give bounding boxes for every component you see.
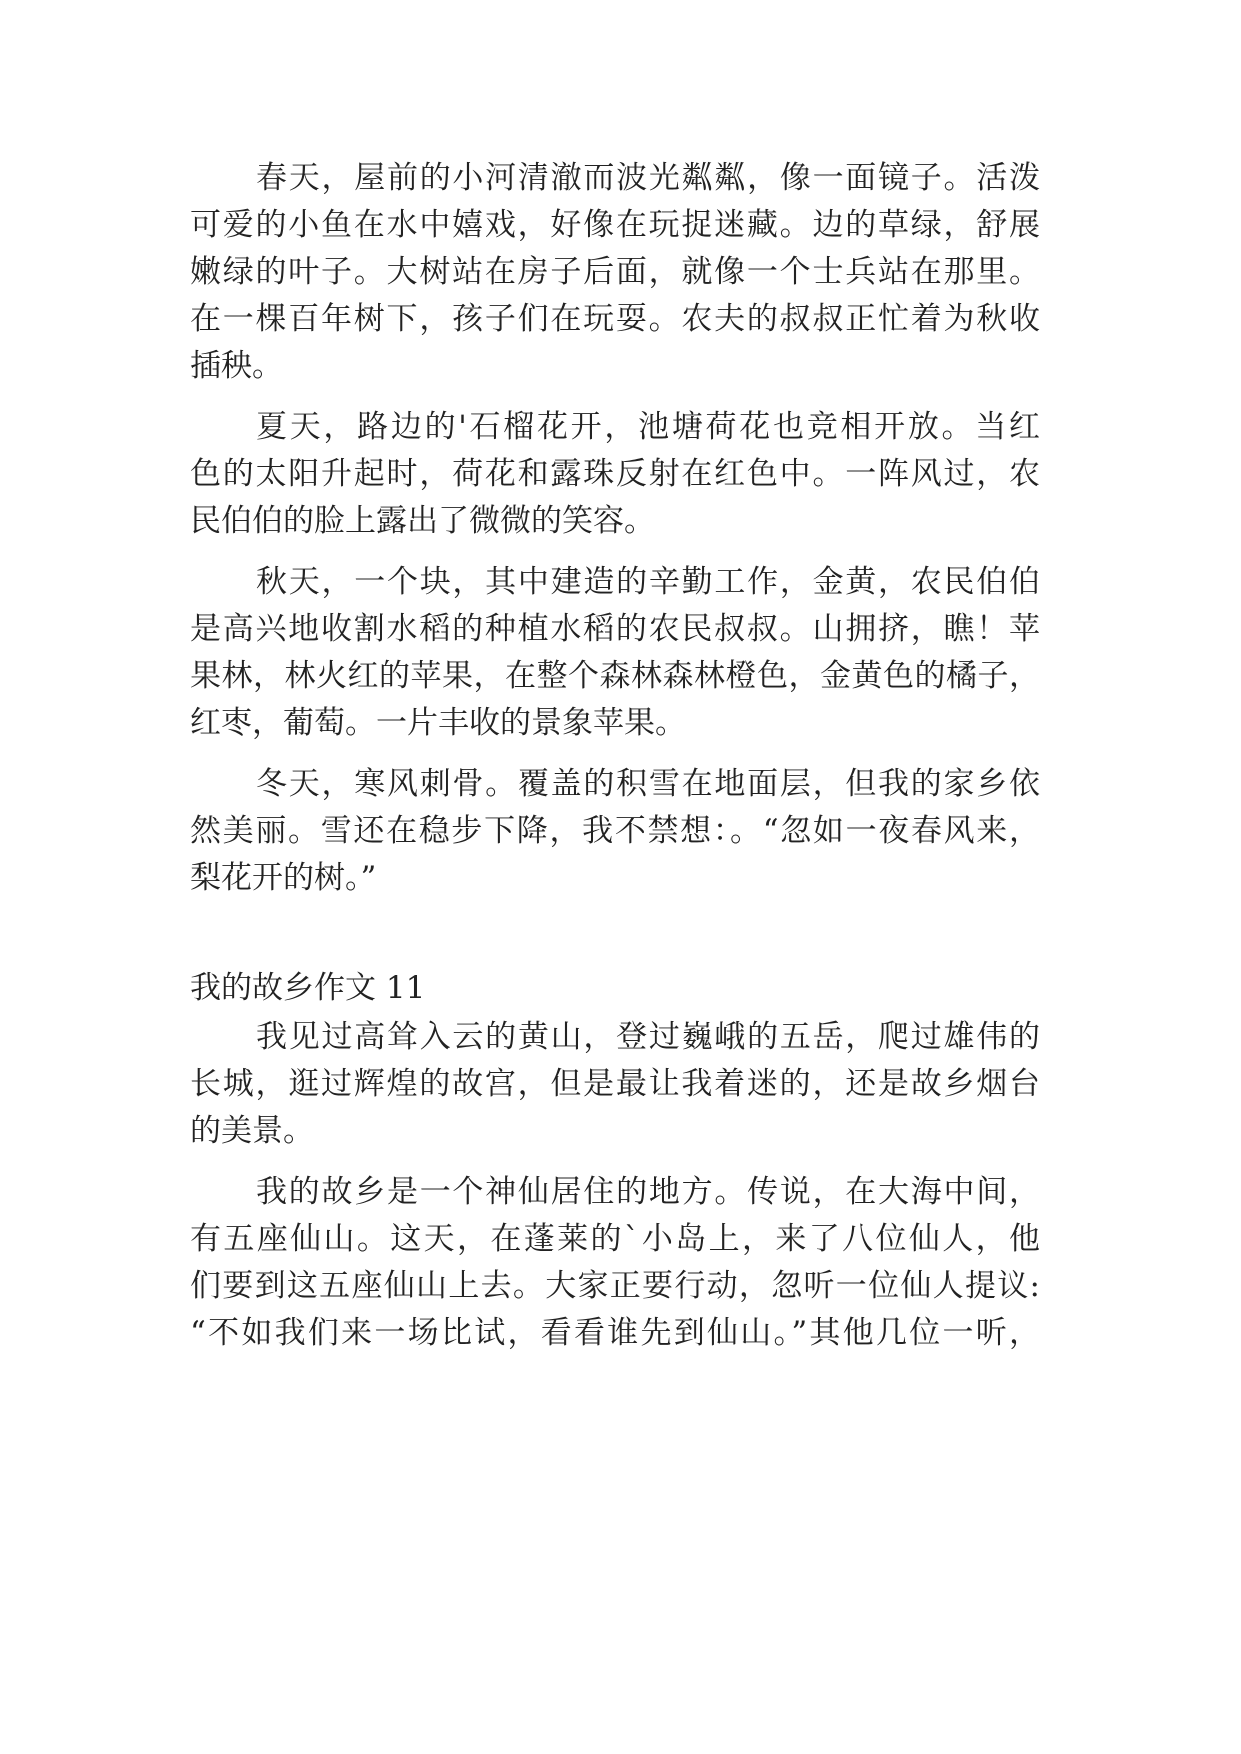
paragraph-spring-line-2: 可爱的小鱼在水中嬉戏，好像在玩捉迷藏。边的草绿，舒展 [190,207,1040,243]
paragraph-legend-line-2: 有五座仙山。这天，在蓬莱的`小岛上，来了八位仙人，他 [190,1221,1040,1257]
paragraph-intro-line-1: 我见过高耸入云的黄山，登过巍峨的五岳，爬过雄伟的 [256,1019,1040,1055]
paragraph-winter-line-2: 然美丽。雪还在稳步下降，我不禁想：。“忽如一夜春风来， [190,813,1040,849]
paragraph-summer-line-2: 色的太阳升起时，荷花和露珠反射在红色中。一阵风过，农 [190,456,1040,492]
paragraph-intro-line-2: 长城，逛过辉煌的故宫，但是最让我着迷的，还是故乡烟台 [190,1066,1040,1102]
paragraph-autumn-line-1: 秋天，一个块，其中建造的辛勤工作，金黄，农民伯伯 [256,564,1040,600]
paragraph-spring-line-3: 嫩绿的叶子。大树站在房子后面，就像一个士兵站在那里。 [190,254,1040,290]
paragraph-spring-line-5: 插秧。 [190,348,283,384]
paragraph-winter-line-1: 冬天，寒风刺骨。覆盖的积雪在地面层，但我的家乡依 [256,766,1040,802]
paragraph-legend-line-1: 我的故乡是一个神仙居住的地方。传说，在大海中间， [256,1174,1040,1210]
paragraph-intro-line-3: 的美景。 [190,1113,314,1149]
paragraph-summer-line-1: 夏天，路边的'石榴花开，池塘荷花也竞相开放。当红 [256,409,1040,445]
paragraph-legend-line-4: “不如我们来一场比试，看看谁先到仙山。”其他几位一听， [190,1315,1040,1351]
paragraph-spring-line-4: 在一棵百年树下，孩子们在玩耍。农夫的叔叔正忙着为秋收 [190,301,1040,337]
paragraph-spring-line-1: 春天，屋前的小河清澈而波光粼粼，像一面镜子。活泼 [256,160,1040,196]
paragraph-autumn-line-2: 是高兴地收割水稻的种植水稻的农民叔叔。山拥挤，瞧！苹 [190,611,1040,647]
paragraph-winter-line-3: 梨花开的树。” [190,860,377,896]
section-heading: 我的故乡作文 11 [190,970,426,1006]
paragraph-legend-line-3: 们要到这五座仙山上去。大家正要行动，忽听一位仙人提议: [190,1268,1040,1304]
paragraph-autumn-line-4: 红枣，葡萄。一片丰收的景象苹果。 [190,705,686,741]
paragraph-autumn-line-3: 果林，林火红的苹果，在整个森林森林橙色，金黄色的橘子， [190,658,1040,694]
paragraph-summer-line-3: 民伯伯的脸上露出了微微的笑容。 [190,503,655,539]
